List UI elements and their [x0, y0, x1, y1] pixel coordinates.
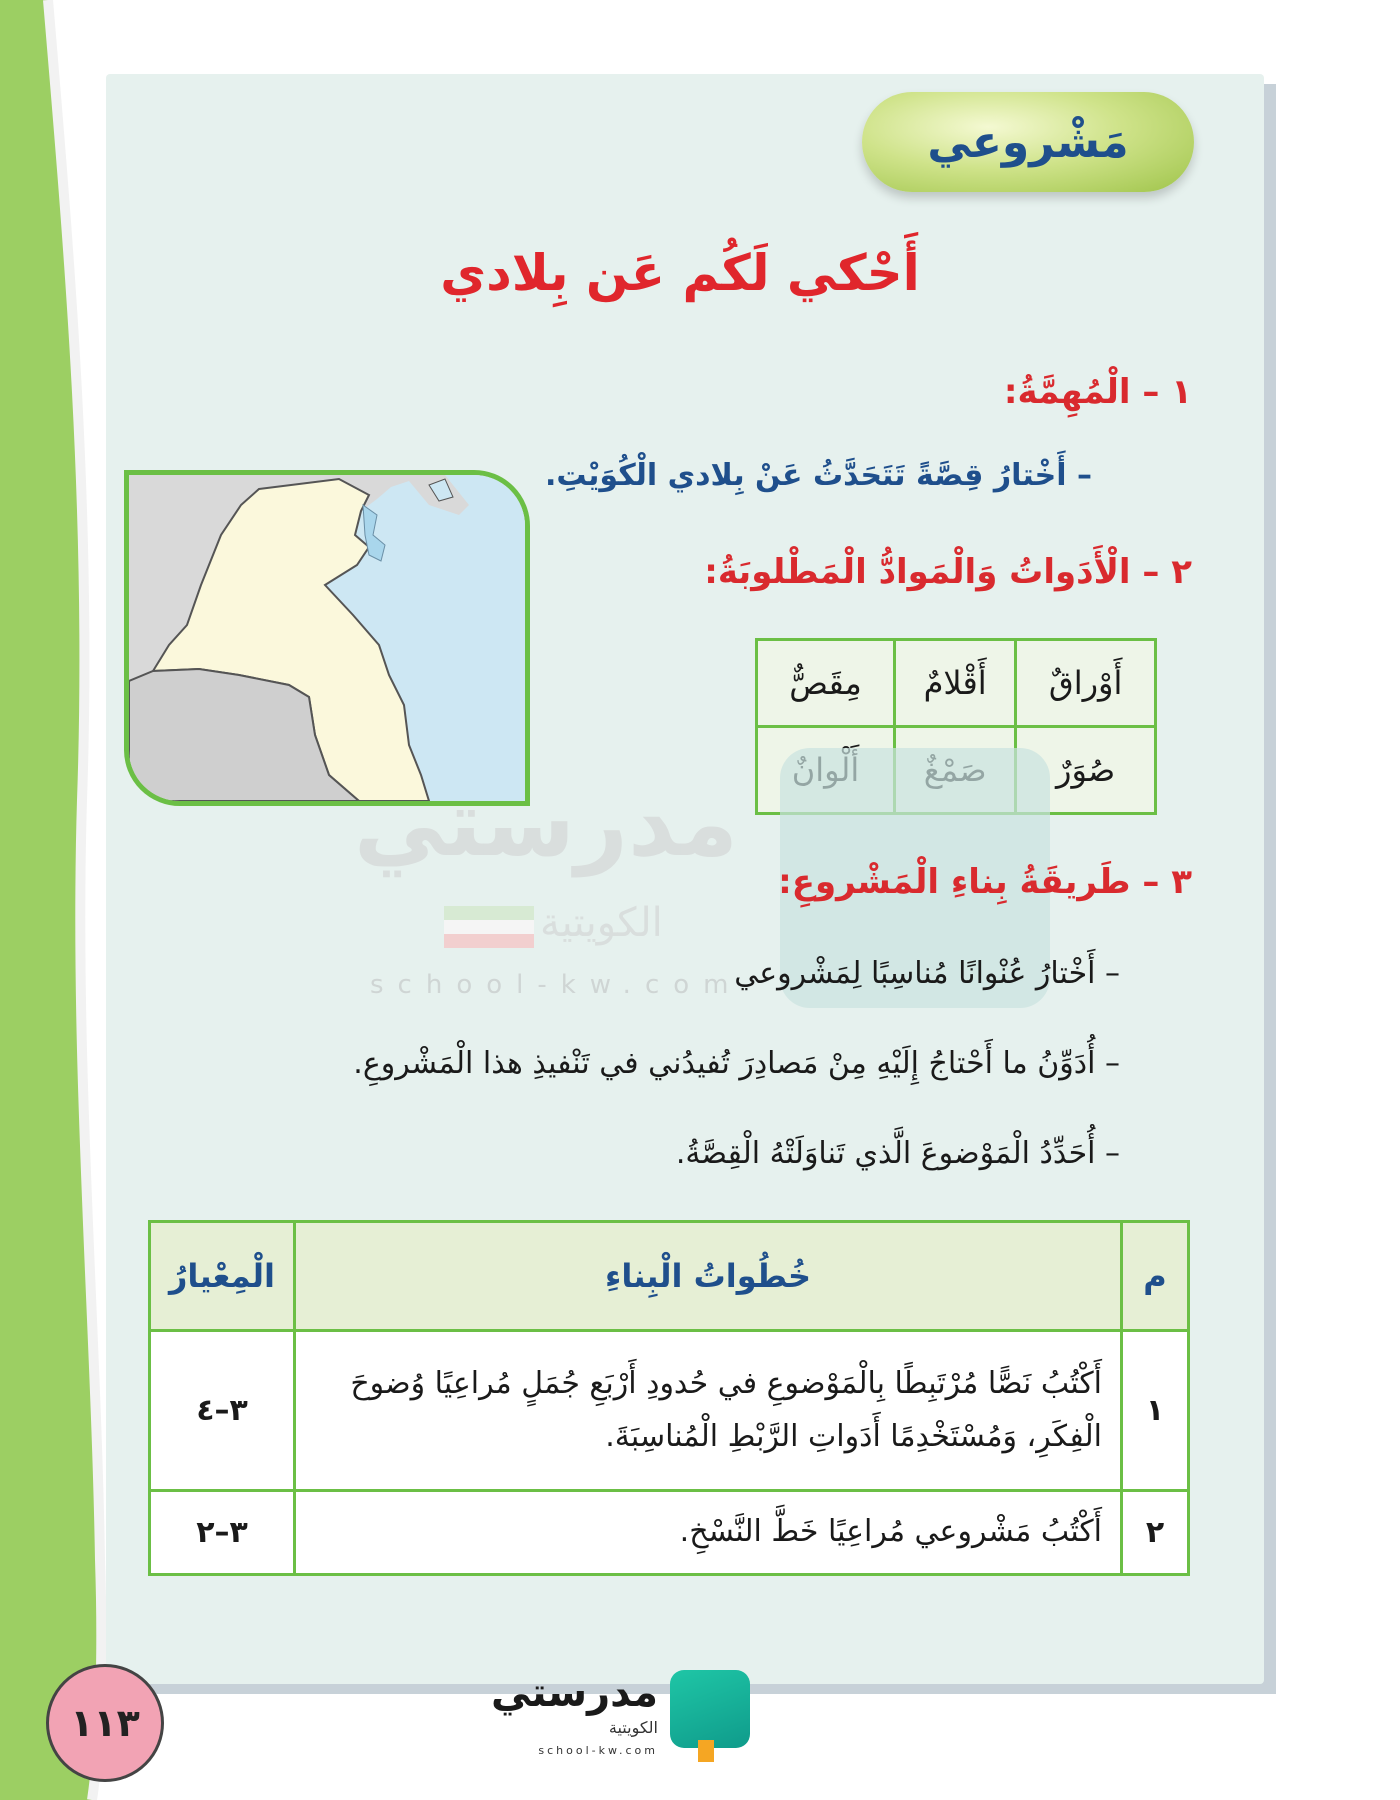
- row-number: ٢: [1122, 1491, 1189, 1575]
- method-bullet: – أَخْتارُ عُنْوانًا مُناسِبًا لِمَشْروعي: [734, 956, 1120, 991]
- watermark-country: الكويتية: [540, 900, 663, 946]
- madrasati-logo-icon: [670, 1670, 750, 1748]
- column-header-steps: خُطُواتُ الْبِناءِ: [295, 1222, 1122, 1331]
- watermark-url: school-kw.com: [370, 970, 743, 1000]
- page-number: ١١٣: [46, 1664, 164, 1782]
- footer-logo-name: مدرستي: [490, 1670, 658, 1716]
- table-row: [150, 1491, 1189, 1575]
- footer-logo[interactable]: [490, 1670, 750, 1770]
- method-bullet: – أُدَوِّنُ ما أَحْتاجُ إِلَيْهِ مِنْ مَصادِرَ تُفيدُني في تَنْفيذِ هذا الْمَشْروعِ.: [353, 1046, 1120, 1081]
- kuwait-map-icon: [124, 470, 530, 806]
- row-step: أَكْتُبُ نَصًّا مُرْتَبِطًا بِالْمَوْضوعِ في حُدودِ أَرْبَعِ جُمَلٍ مُراعِيًا وُضوحَ الْفِكَرِ، وَمُسْتَخْدِمًا أَدَواتِ الرَّبْطِ الْمُناسِبَةَ.: [295, 1331, 1122, 1491]
- criteria-header-row: [150, 1222, 1189, 1331]
- row-step: أَكْتُبُ مَشْروعي مُراعِيًا خَطَّ النَّسْخِ.: [295, 1491, 1122, 1575]
- watermark-name: مدرستي: [353, 770, 739, 877]
- footer-logo-country: الكويتية: [608, 1718, 658, 1737]
- column-header-criterion: الْمِعْيارُ: [150, 1222, 295, 1331]
- row-criterion: ٣–٢: [150, 1491, 295, 1575]
- criteria-table: [148, 1220, 1190, 1576]
- task-bullet: – أَخْتارُ قِصَّةً تَتَحَدَّثُ عَنْ بِلادي الْكُوَيْتِ.: [544, 458, 1092, 493]
- project-badge-label: مَشْروعي: [927, 116, 1129, 168]
- materials-cell: صُوَرٌ: [1016, 727, 1156, 814]
- project-badge: [862, 92, 1194, 192]
- materials-cell: أَوْراقٌ: [1016, 640, 1156, 727]
- materials-cell: أَقْلامٌ: [895, 640, 1016, 727]
- row-criterion: ٣–٤: [150, 1331, 295, 1491]
- page-title: أَحْكي لَكُم عَن بِلادي: [440, 244, 920, 302]
- column-header-num: م: [1122, 1222, 1189, 1331]
- decorative-green-wave: [0, 0, 110, 1800]
- task-heading: ١ – الْمُهِمَّةُ:: [1003, 372, 1192, 412]
- method-bullet: – أُحَدِّدُ الْمَوْضوعَ الَّذي تَناوَلَتْهُ الْقِصَّةُ.: [675, 1136, 1120, 1171]
- footer-logo-url: school-kw.com: [538, 1744, 658, 1757]
- table-row: [150, 1331, 1189, 1491]
- kuwait-flag-icon: [444, 906, 534, 948]
- row-number: ١: [1122, 1331, 1189, 1491]
- materials-heading: ٢ – الْأَدَواتُ وَالْمَوادُّ الْمَطْلوبَةُ:: [704, 552, 1192, 592]
- materials-cell: مِقَصٌّ: [757, 640, 895, 727]
- materials-row: [757, 640, 1156, 727]
- method-heading: ٣ – طَريقَةُ بِناءِ الْمَشْروعِ:: [778, 862, 1192, 902]
